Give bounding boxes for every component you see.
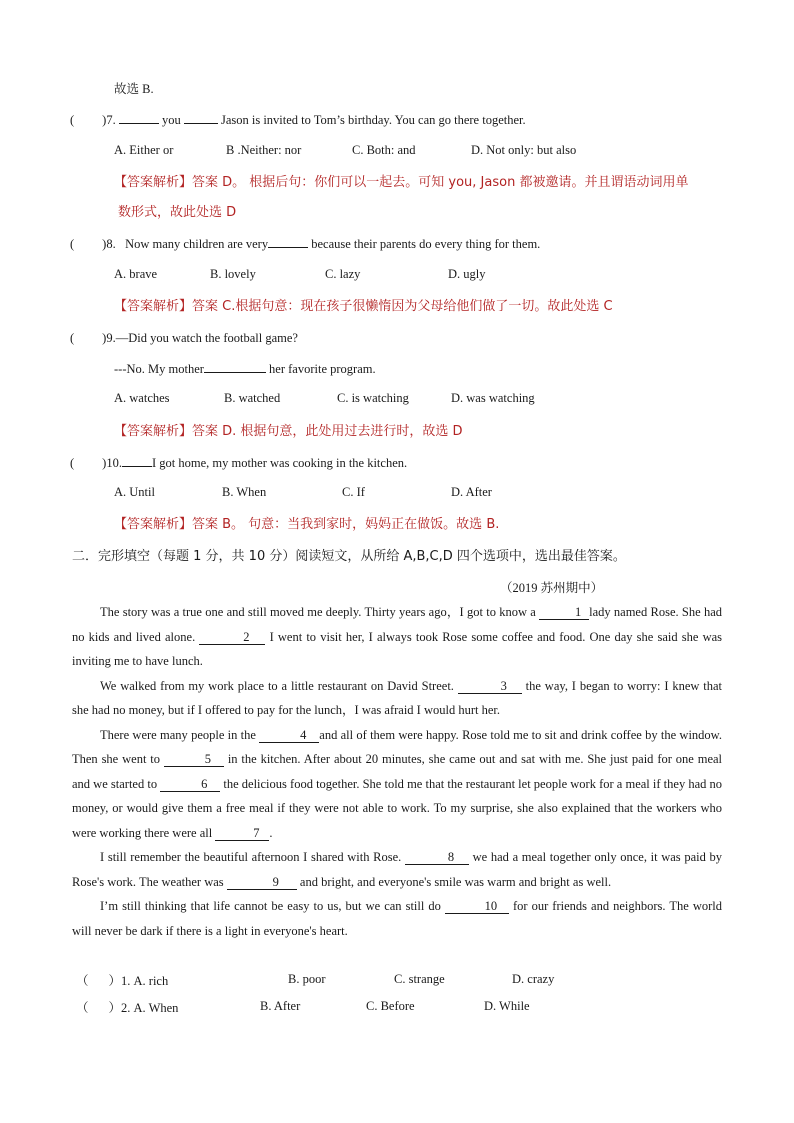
question-text: I got home, my mother was cooking in the kitchen.	[151, 456, 408, 470]
question-text: —Did you watch the football game?	[115, 331, 298, 345]
option-c: C. If	[342, 485, 365, 499]
option-b: B .Neither: nor	[226, 143, 302, 157]
analysis: 【答案解析】答案 D。 根据后句：你们可以一起去。可知 you, Jason 都被邀请。并且谓语动词用单	[114, 175, 689, 190]
option-a: ）2. A. When	[108, 1001, 179, 1015]
question-text: Now many children are very	[125, 237, 269, 251]
answer-paren: (	[70, 237, 75, 251]
blank[interactable]	[268, 247, 308, 248]
option-b: B. When	[222, 485, 267, 499]
paragraph-1: The story was a true one and still moved me deeply. Thirty years ago，I got to know a 1 lady named Rose. She had no kids and lived alone. 2 I went to visit her, I always took Rose some coffee and food. One day she said she was inviting me to have lunch.	[72, 605, 723, 668]
question-number: )8.	[102, 237, 116, 251]
paragraph-4: I still remember the beautiful afternoon I shared with Rose. 8 we had a meal together only once, it was paid by Rose's work. The weather was 9 and bright, and everyone's smile was warm and bright as well.	[72, 850, 723, 889]
blank[interactable]	[119, 123, 159, 124]
blank-7[interactable]: 7	[215, 826, 269, 841]
option-b: B. poor	[288, 972, 326, 986]
option-d: D. was watching	[451, 391, 535, 405]
option-c: C. Before	[366, 999, 415, 1013]
question-7	[70, 111, 526, 129]
paragraph-2: We walked from my work place to a little restaurant on David Street. 3 the way, I began to worry: I knew that she had no money, but if I offered to pay for the lunch，I was afraid I would hurt her.	[72, 678, 723, 717]
option-b: B. lovely	[210, 267, 256, 281]
question-9-reply	[114, 360, 376, 378]
option-a: A. Until	[114, 485, 155, 499]
option-b: B. watched	[224, 391, 281, 405]
blank-4[interactable]: 4	[259, 728, 319, 743]
option-b: B. After	[260, 999, 301, 1013]
option-c: C. is watching	[337, 391, 409, 405]
blank-3[interactable]: 3	[458, 679, 522, 694]
reply-text: her favorite program.	[269, 362, 376, 376]
blank-2[interactable]: 2	[199, 630, 265, 645]
option-a: A. Either or	[114, 143, 174, 157]
cloze-question-2	[76, 999, 178, 1017]
option-c: C. Both: and	[352, 143, 416, 157]
question-9	[70, 329, 298, 347]
option-d: D. While	[484, 999, 530, 1013]
top-note: 故选 B.	[114, 82, 154, 96]
answer-paren: (	[70, 113, 75, 127]
blank-5[interactable]: 5	[164, 752, 224, 767]
option-d: D. Not only: but also	[471, 143, 577, 157]
paragraph-3: There were many people in the 4 and all of them were happy. Rose told me to sit and drink coffee by the window. Then she went to 5 in the kitchen. After about 20 minutes, she came out and sat with me. She just paid for one meal and we started to 6 the delicious food together. She told me that the restaurant let people work for a meal if they had no money, or would give them a free meal if they were not able to work. To my surprise, she also explained that the workers who were working there were all 7 .	[72, 727, 723, 840]
analysis-cont: 数形式，故此处选 D	[118, 205, 237, 220]
blank[interactable]	[204, 372, 266, 373]
answer-paren: (	[70, 456, 75, 470]
blank-8[interactable]: 8	[405, 850, 469, 865]
source-note: （2019 苏州期中）	[500, 581, 604, 595]
blank-6[interactable]: 6	[160, 777, 220, 792]
question-8	[70, 235, 540, 253]
option-c: C. strange	[394, 972, 445, 986]
blank[interactable]	[184, 123, 218, 124]
option-a: ）1. A. rich	[108, 974, 169, 988]
answer-paren: (	[70, 331, 75, 345]
cloze-question-1	[76, 972, 168, 990]
question-number: )9.	[102, 331, 116, 345]
reply-text: ---No. My mother	[114, 362, 204, 376]
paragraph-5: I’m still thinking that life cannot be easy to us, but we can still do 10 for our friends and neighbors. The world will never be dark if there is a light in everyone's heart.	[72, 899, 722, 938]
blank-1[interactable]: 1	[539, 605, 589, 620]
analysis: 【答案解析】答案 B。 句意：当我到家时，妈妈正在做饭。故选 B.	[114, 517, 500, 532]
option-a: A. brave	[114, 267, 158, 281]
question-text: Jason is invited to Tom’s birthday. You can go there together.	[220, 113, 526, 127]
question-number: )10.	[102, 456, 122, 470]
blank-9[interactable]: 9	[227, 875, 297, 890]
section-heading: 二．完形填空（每题 1 分，共 10 分）阅读短文，从所给 A,B,C,D 四个选项中，选出最佳答案。	[72, 549, 626, 564]
option-c: C. lazy	[325, 267, 361, 281]
answer-paren: （	[76, 974, 89, 988]
question-10	[70, 454, 407, 472]
option-a: A. watches	[114, 391, 170, 405]
cloze-passage	[72, 600, 722, 943]
option-d: D. crazy	[512, 972, 555, 986]
blank-10[interactable]: 10	[445, 899, 509, 914]
analysis: 【答案解析】答案 D. 根据句意，此处用过去进行时，故选 D	[114, 424, 463, 439]
question-number: )7.	[102, 113, 116, 127]
question-text: you	[161, 113, 181, 127]
option-d: D. ugly	[448, 267, 486, 281]
answer-paren: （	[76, 1001, 89, 1015]
question-text: because their parents do every thing for them.	[311, 237, 541, 251]
option-d: D. After	[451, 485, 492, 499]
analysis: 【答案解析】答案 C.根据句意：现在孩子很懒惰因为父母给他们做了一切。故此处选 C	[114, 299, 613, 314]
blank[interactable]	[122, 466, 152, 467]
